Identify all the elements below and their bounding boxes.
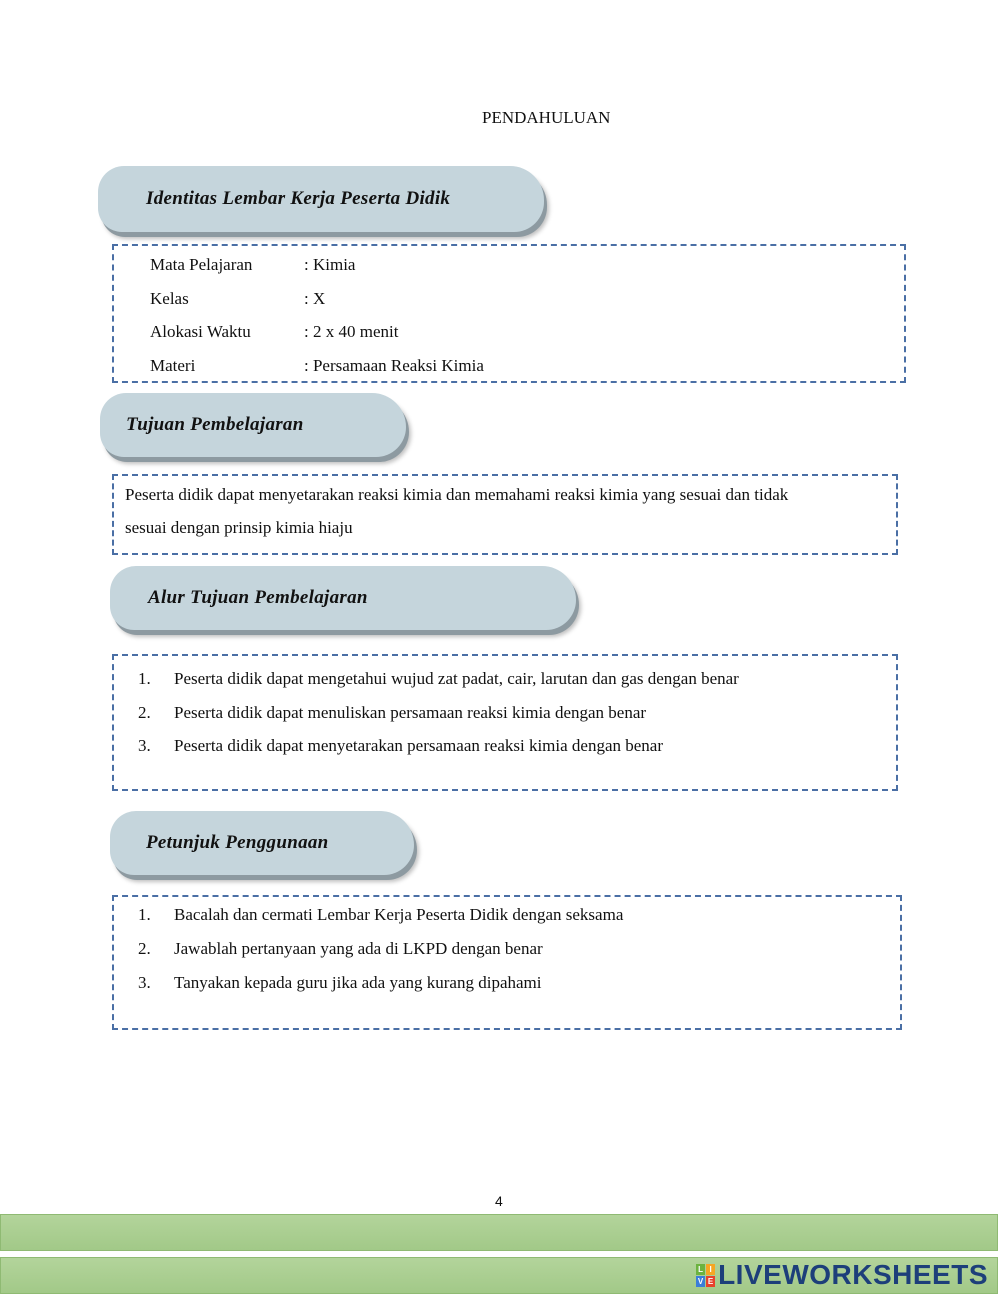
row-value: : 2 x 40 menit: [304, 322, 399, 341]
tujuan-heading-text: Tujuan Pembelajaran: [126, 414, 304, 435]
alur-heading-text: Alur Tujuan Pembelajaran: [148, 587, 368, 608]
row-label: Kelas: [150, 289, 189, 308]
page-title: PENDAHULUAN: [482, 108, 611, 127]
list-item: [138, 703, 646, 723]
item-number: 1.: [138, 905, 151, 924]
list-item: [138, 973, 541, 993]
alur-heading: [110, 566, 576, 630]
item-text: Bacalah dan cermati Lembar Kerja Peserta Didik dengan seksama: [174, 905, 624, 924]
logo-letter: E: [707, 1276, 714, 1286]
row-label: Alokasi Waktu: [150, 322, 251, 341]
list-item: [138, 905, 623, 925]
item-number: 2.: [138, 703, 151, 722]
item-number: 3.: [138, 973, 151, 992]
identitas-row: [150, 322, 399, 342]
logo-letter: V: [697, 1276, 704, 1286]
list-item: [138, 736, 663, 756]
identitas-row: [150, 255, 356, 275]
identitas-row: [150, 289, 326, 309]
list-item: [138, 669, 739, 689]
item-text: Tanyakan kepada guru jika ada yang kurang dipahami: [174, 973, 542, 992]
list-item: [138, 939, 543, 959]
logo-text: LIVEWORKSHEETS: [718, 1259, 988, 1290]
item-text: Peserta didik dapat menyetarakan persamaan reaksi kimia dengan benar: [174, 736, 664, 755]
row-value: : Persamaan Reaksi Kimia: [304, 356, 484, 375]
row-value: : X: [304, 289, 326, 308]
identitas-row: [150, 356, 484, 376]
item-number: 1.: [138, 669, 151, 688]
item-text: Peserta didik dapat menuliskan persamaan reaksi kimia dengan benar: [174, 703, 647, 722]
tujuan-box: [112, 474, 898, 555]
live-squares-icon: [696, 1264, 715, 1287]
tujuan-text-line: Peserta didik dapat menyetarakan reaksi kimia dan memahami reaksi kimia yang sesuai dan tidak: [125, 485, 789, 504]
identitas-box: [112, 244, 906, 383]
footer-bar-top: [0, 1214, 998, 1251]
item-number: 2.: [138, 939, 151, 958]
identitas-heading: [98, 166, 544, 232]
tujuan-heading: [100, 393, 406, 457]
item-text: Peserta didik dapat mengetahui wujud zat padat, cair, larutan dan gas dengan benar: [174, 669, 739, 688]
logo-letter: I: [706, 1264, 715, 1275]
petunjuk-heading-text: Petunjuk Penggunaan: [146, 832, 329, 853]
logo-letter: L: [696, 1264, 705, 1275]
alur-box: [112, 654, 898, 791]
liveworksheets-logo[interactable]: [696, 1259, 988, 1291]
row-label: Materi: [150, 356, 196, 375]
row-value: : Kimia: [304, 255, 356, 274]
identitas-heading-text: Identitas Lembar Kerja Peserta Didik: [146, 188, 451, 209]
item-number: 3.: [138, 736, 151, 755]
tujuan-text-line: sesuai dengan prinsip kimia hiaju: [125, 518, 353, 537]
page-number: 4: [495, 1193, 503, 1209]
item-text: Jawablah pertanyaan yang ada di LKPD dengan benar: [174, 939, 543, 958]
row-label: Mata Pelajaran: [150, 255, 253, 274]
petunjuk-heading: [110, 811, 414, 875]
petunjuk-box: [112, 895, 902, 1030]
